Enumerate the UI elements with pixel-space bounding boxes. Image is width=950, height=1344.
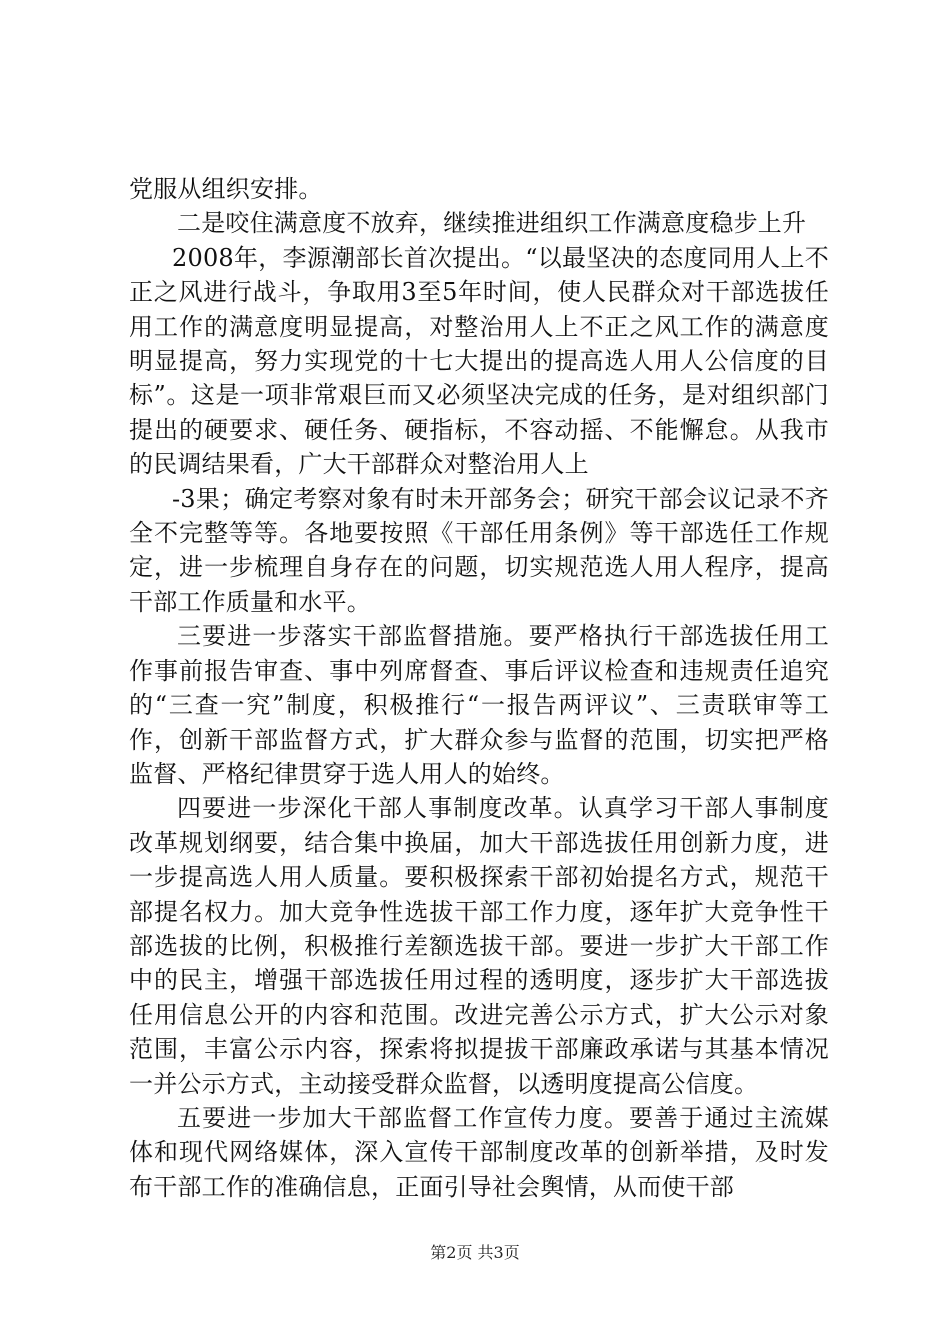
paragraph-three: 三要进一步落实干部监督措施。要严格执行干部选拔任用工作事前报告审查、事中列席督查、事后评议检查和违规责任追究的“三查一究”制度，积极推行“一报告两评议”、三责联审等工作，创新干部监督方式，扩大群众参与监督的范围，切实把严格监督、严格纪律贯穿于选人用人的始终。 bbox=[129, 622, 829, 788]
paragraph-2008: 2008年，李源潮部长首次提出。“以最坚决的态度同用人上不正之风进行战斗，争取用3至5年时间，使人民群众对干部选拔任用工作的满意度明显提高，对整治用人上不正之风工作的满意度明显提高，努力实现党的十七大提出的提高选人用人公信度的目标”。这是一项非常艰巨而又必须坚决完成的任务，是对组织部门提出的硬要求、硬任务、硬指标，不容动摇、不能懈怠。从我市的民调结果看，广大干部群众对整治用人上 bbox=[129, 243, 829, 479]
paragraph-four: 四要进一步深化干部人事制度改革。认真学习干部人事制度改革规划纲要，结合集中换届，加大干部选拔任用创新力度，进一步提高选人用人质量。要积极探索干部初始提名方式，规范干部提名权力。加大竞争性选拔干部工作力度，逐年扩大竞争性干部选拔的比例，积极推行差额选拔干部。要进一步扩大干部工作中的民主，增强干部选拔任用过程的透明度，逐步扩大干部选拔任用信息公开的内容和范围。改进完善公示方式，扩大公示对象范围，丰富公示内容，探索将拟提拔干部廉政承诺与其基本情况一并公示方式，主动接受群众监督，以透明度提高公信度。 bbox=[129, 794, 829, 1098]
paragraph-continuation: 党服从组织安排。 bbox=[129, 175, 323, 203]
page-number-footer: 第2页 共3页 bbox=[430, 1243, 520, 1262]
paragraph-fragment: -3果；确定考察对象有时未开部务会；研究干部会议记录不齐全不完整等等。各地要按照《干部任用条例》等干部选任工作规定，进一步梳理自身存在的问题，切实规范选人用人程序，提高干部工作质量和水平。 bbox=[129, 484, 829, 616]
paragraph-heading-two: 二是咬住满意度不放弃，继续推进组织工作满意度稳步上升 bbox=[177, 209, 807, 238]
paragraph-five: 五要进一步加大干部监督工作宣传力度。要善于通过主流媒体和现代网络媒体，深入宣传干部制度改革的创新举措，及时发布干部工作的准确信息，正面引导社会舆情，从而使干部 bbox=[129, 1103, 829, 1201]
document-body bbox=[129, 172, 829, 1204]
